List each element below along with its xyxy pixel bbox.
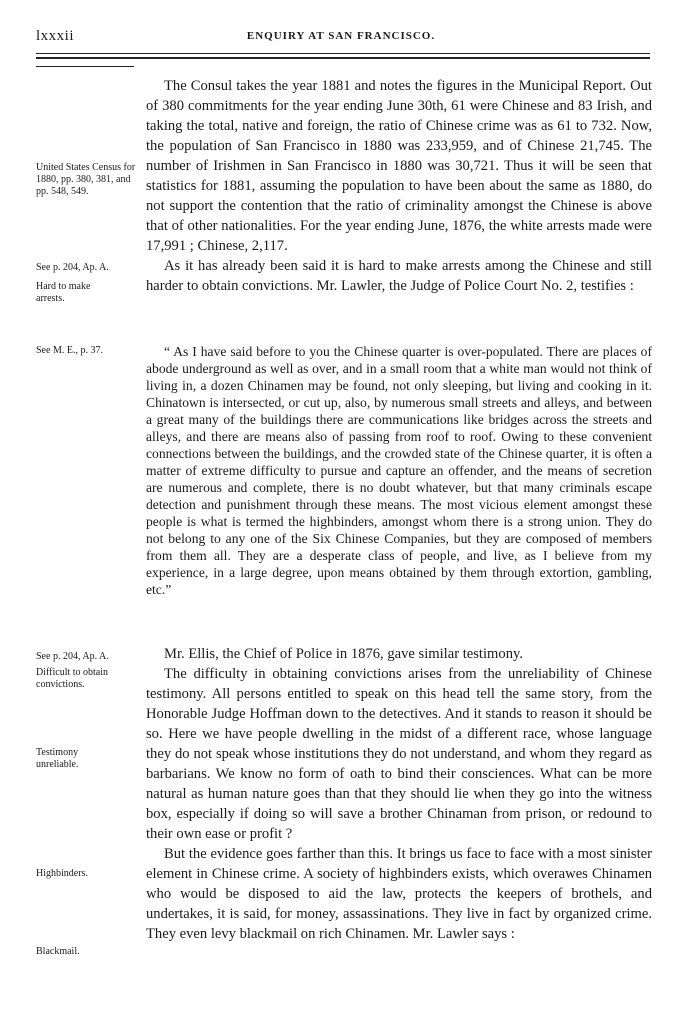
margin-note-convictions: Difficult to obtain convictions.	[36, 667, 109, 690]
margin-note-highbinders: Highbinders.	[36, 868, 88, 879]
margin-note-testimony: Testimony unreliable.	[36, 747, 79, 770]
page-header	[36, 28, 646, 50]
paragraph-consul: The Consul takes the year 1881 and notes the figures in the Municipal Report. Out of 380 commitments for the year ending June 30th, 61 were Chinese and 83 Irish, and taking the total, native and foreign, the ratio of Chinese crime was as 61 to 732. Now, the population of San Francisco in 1880 was 233,959, and of Chinese 21,745. The number of Irishmen in San Francisco in 1880 was 30,721. Thus it will be seen that statistics for 1881, assuming the population to have been about the same as 1880, do not support the contention that the ratio of criminality amongst the Chinese is above that of other nationalities. For the year ending June, 1876, the white arrests made were 17,991 ; Chinese, 2,117.	[146, 78, 652, 254]
header-rule-thin	[36, 53, 650, 54]
paragraph-lawler-quote: “ As I have said before to you the Chinese quarter is over-populated. There are places of abode underground as well as over, and in a small room that a white man would not think of living in, a dozen Chinamen may be found, not only sleeping, but living and cooking in it. Chinatown is intersected, or cut up, also, by numerous small streets and alleys, and between a great many of the buildings there are communications like bridges across the streets and alleys, and there are means also of passing from roof to roof. Owing to these convenient connections between the buildings, and the crowded state of the Chinese quarter, it is often a matter of extreme difficulty to pursue and capture an offender, and the means of secretion are numerous and complete, there is no doubt whatever, but that many criminals escape detection and punishment through these means. The most vicious element amongst these people is what is termed the highbinders, amongst whom there is a strong union. They do not belong to any one of the Six Chinese Companies, but they are composed of members from them all. They are a desperate class of people, and live, as I believe from my experience, in a large degree, upon means obtained by them through extortion, gambling, etc.”	[146, 344, 652, 597]
header-rule-thick	[36, 57, 650, 59]
body-text-top	[146, 76, 652, 296]
margin-note-blackmail: Blackmail.	[36, 946, 80, 957]
running-title: ENQUIRY AT SAN FRANCISCO.	[246, 30, 436, 42]
paragraph-ellis: Mr. Ellis, the Chief of Police in 1876, gave similar testimony.	[164, 646, 523, 662]
lawler-quote-block	[146, 343, 652, 598]
margin-rule	[36, 66, 134, 67]
paragraph-testimony: The difficulty in obtaining convictions arises from the unreliability of Chinese testimony. All persons entitled to speak on this head tell the same story, from the Honorable Judge Hoffman down to the detectives. And it stands to reason it should be so. Here we have people dwelling in the midst of a different race, whose language they do not speak whose institutions they do not understand, and whom they regard as barbarians. We know no form of oath to bind their consciences. What can be more natural as human nature goes than that they should lie when they go into the witness box, especially if doing so will save a brother Chinaman from prison, or redound to their own ease or profit ?	[146, 666, 652, 842]
paragraph-arrests: As it has already been said it is hard to make arrests among the Chinese and still harder to obtain convictions. Mr. Lawler, the Judge of Police Court No. 2, testifies :	[146, 258, 652, 294]
margin-note-arrests: Hard to make arrests.	[36, 281, 91, 304]
body-text-bottom	[146, 644, 652, 944]
margin-note-see-p204-second: See p. 204, Ap. A.	[36, 651, 109, 662]
paragraph-highbinders: But the evidence goes farther than this. It brings us face to face with a most sinister element in Chinese crime. A society of highbinders exists, which overawes Chinamen who would be disposed to aid the law, protects the keepers of brothels, and undertakes, it is said, for money, assassinations. They live in fact by organized crime. They even levy blackmail on rich Chinamen. Mr. Lawler says :	[146, 846, 652, 942]
margin-note-census: United States Census for 1880, pp. 380, 381, and pp. 548, 549.	[36, 162, 136, 197]
page-number: lxxxii	[36, 28, 75, 44]
margin-note-see-me: See M. E., p. 37.	[36, 345, 103, 356]
margin-note-see-p204: See p. 204, Ap. A.	[36, 262, 109, 273]
